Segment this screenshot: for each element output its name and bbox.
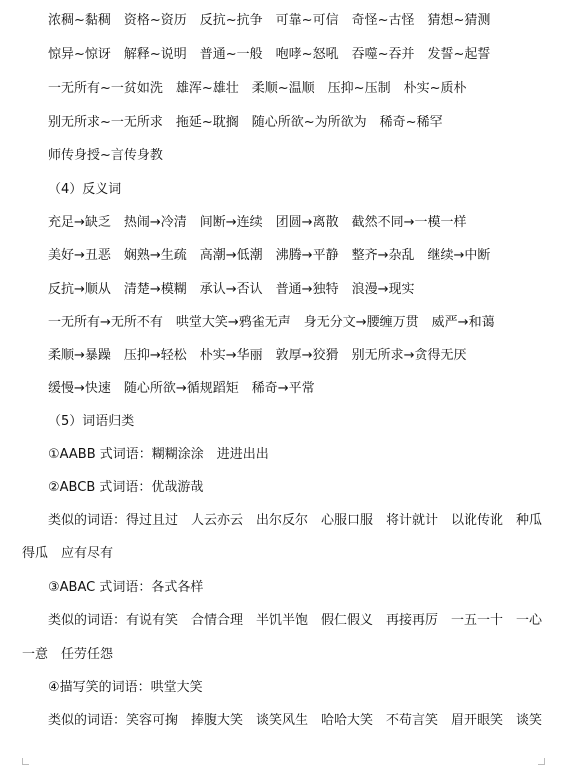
antonym-heading: （4）反义词 (48, 182, 122, 197)
classification-heading: （5）词语归类 (48, 414, 135, 429)
page-corner-mark-left (22, 758, 29, 765)
laugh-words-line: ④描写笑的词语：哄堂大笑 (48, 680, 203, 695)
synonym-line-2: 惊异~惊讶 解释~说明 普通~一般 咆哮~怒吼 吞噬~吞并 发誓~起誓 (48, 47, 491, 62)
page-corner-mark-right (538, 758, 545, 765)
antonym-line-3: 反抗→顺从 清楚→模糊 承认→否认 普通→独特 浪漫→现实 (48, 282, 415, 297)
abac-similar-line: 类似的词语：有说有笑 合情合理 半饥半饱 假仁假义 再接再厉 一五一十 一心 (48, 613, 543, 628)
aabb-line: ①AABB 式词语：糊糊涂涂 进进出出 (48, 447, 269, 462)
abac-similar-continued: 一意 任劳任怨 (22, 647, 114, 662)
antonym-line-6: 缓慢→快速 随心所欲→循规蹈矩 稀奇→平常 (48, 381, 315, 396)
antonym-line-1: 充足→缺乏 热闹→冷清 间断→连续 团圆→离散 截然不同→一模一样 (48, 215, 467, 230)
abcb-line: ②ABCB 式词语：优哉游哉 (48, 480, 204, 495)
synonym-line-1: 浓稠~黏稠 资格~资历 反抗~抗争 可靠~可信 奇怪~古怪 猜想~猜测 (48, 13, 491, 28)
antonym-line-2: 美好→丑恶 娴熟→生疏 高潮→低潮 沸腾→平静 整齐→杂乱 继续→中断 (48, 248, 491, 263)
abcb-similar-line: 类似的词语：得过且过 人云亦云 出尔反尔 心服口服 将计就计 以讹传讹 种瓜 (48, 513, 543, 528)
laugh-similar-line: 类似的词语：笑容可掬 捧腹大笑 谈笑风生 哈哈大笑 不苟言笑 眉开眼笑 谈笑 (48, 713, 543, 728)
antonym-line-4: 一无所有→无所不有 哄堂大笑→鸦雀无声 身无分文→腰缠万贯 威严→和蔼 (48, 315, 495, 330)
synonym-line-3: 一无所有~一贫如洗 雄浑~雄壮 柔顺~温顺 压抑~压制 朴实~质朴 (48, 81, 467, 96)
abcb-similar-continued: 得瓜 应有尽有 (22, 546, 114, 561)
abac-line: ③ABAC 式词语：各式各样 (48, 580, 204, 595)
synonym-line-5: 师传身授~言传身教 (48, 148, 163, 163)
synonym-line-4: 别无所求~一无所求 拖延~耽搁 随心所欲~为所欲为 稀奇~稀罕 (48, 115, 443, 130)
antonym-line-5: 柔顺→暴躁 压抑→轻松 朴实→华丽 敦厚→狡猾 别无所求→贪得无厌 (48, 348, 467, 363)
